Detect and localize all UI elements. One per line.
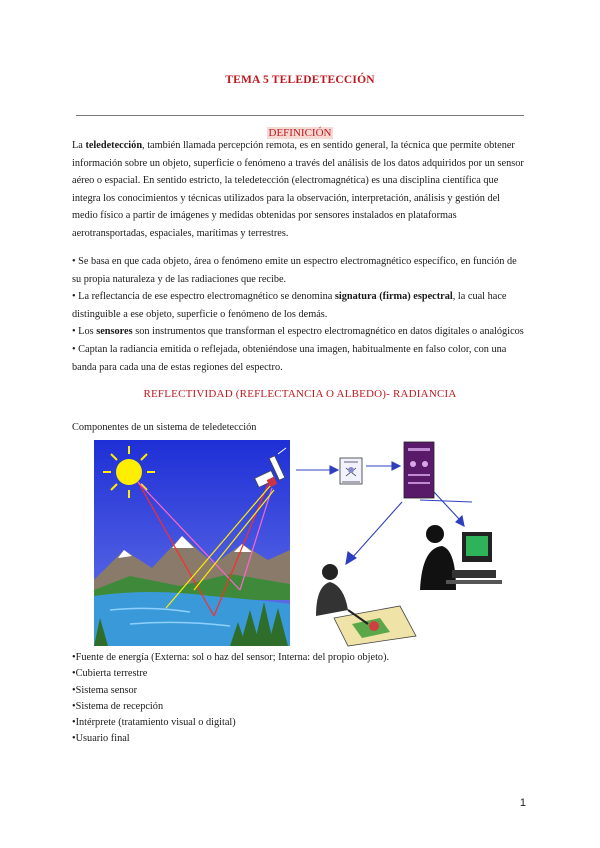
bullet-sensors-post: son instrumentos que transforman el espectro electromagnético en datos digitales o analógicos: [132, 326, 524, 338]
end-user-icon: [420, 525, 502, 590]
bullet-paragraph: [72, 253, 524, 376]
title-divider: [76, 115, 524, 116]
component-item: •Cubierta terrestre: [72, 668, 148, 680]
component-item: •Usuario final: [72, 733, 130, 745]
landscape-scene: [94, 440, 290, 646]
bullet-sensors: [72, 323, 524, 341]
bullet-reflectance-term: signatura (firma) espectral: [334, 291, 453, 303]
bullet-reflectance-post: , la cual hace distinguible a ese objeto, superficie o fenómeno de los demás.: [72, 291, 507, 320]
bullet-radiance: • Captan la radiancia emitida o reflejada, obteniéndose una imagen, habitualmente en falso color, con una banda para cada una de estas regiones del espectro.: [72, 343, 507, 373]
intro-body: , también llamada percepción remota, es en sentido general, la técnica que permite obtener información sobre un objeto, superficie o fenómeno a través del análisis de los datos adquiridos por un sensor aéreo o espacial. En sentido estricto, la teledetección (electromagnética) es una disciplina científica que integra los conocimientos y técnicas utilizados para la observación, interpretación, análisis y gestión del medio físico a partir de imágenes y medidas obtenidas por sensores instalados en plataformas aerotransportadas, espaciales, marítimas y terrestres.: [72, 140, 524, 239]
intro-pre: La: [72, 140, 86, 151]
bullet-reflectance-pre: • La reflectancia de ese espectro electromagnético se denomina: [72, 291, 335, 303]
interpreter-icon: [316, 564, 416, 646]
bullet-emission: • Se basa en que cada objeto, área o fenómeno emite un espectro electromagnético específico, en función de su propia naturaleza y de las radiaciones que recibe.: [72, 256, 517, 285]
reflectivity-heading: REFLECTIVIDAD (REFLECTANCIA O ALBEDO)- RADIANCIA: [143, 388, 457, 400]
components-list: [72, 650, 389, 748]
bullet-sensors-term: sensores: [96, 326, 133, 338]
bullet-reflectance: [72, 288, 524, 323]
definition-heading-label: DEFINICIÓN: [268, 127, 332, 139]
component-item: •Sistema de recepción: [72, 700, 164, 712]
component-item: •Fuente de energía (Externa: sol o haz del sensor; Interna: del propio objeto).: [72, 652, 390, 663]
intro-paragraph: [72, 137, 524, 243]
computer-tower-icon: [404, 442, 434, 498]
figure-caption: Componentes de un sistema de teledetección: [72, 422, 257, 433]
remote-sensing-diagram: [90, 440, 508, 648]
receiving-station-icon: [340, 458, 362, 484]
page-number: 1: [519, 797, 526, 809]
bullet-sensors-pre: • Los: [72, 326, 97, 338]
intro-term: teledetección: [85, 140, 143, 151]
component-item: •Intérprete (tratamiento visual o digital): [72, 717, 236, 729]
component-item: •Sistema sensor: [72, 684, 138, 696]
document-title: TEMA 5 TELEDETECCIÓN: [225, 74, 375, 86]
